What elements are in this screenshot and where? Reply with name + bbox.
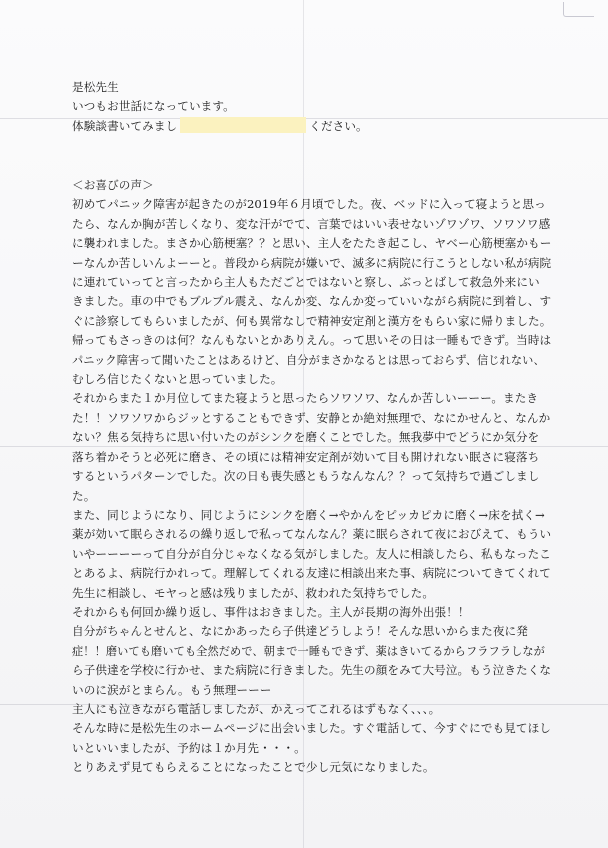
letter-body (72, 176, 552, 778)
body-line: とあるよ、病院行かれって。理解してくれる友達に相談出来た事、病院についてきてくれて (72, 566, 551, 581)
body-line: 先生に相談し、モヤっと感は残りましたが、救われた気持ちでした。 (72, 585, 435, 600)
body-line: むしろ信じたくないと思っていました。 (72, 372, 283, 387)
body-line: 薬が効いて眠らされるの繰り返しで私ってなんなん？薬に眠らされて夜におびえて、もうい (72, 527, 552, 542)
body-line: に襲われました。まさか心筋梗塞？？と思い、主人をたたき起こし、ヤベー心筋梗塞かもー (72, 236, 552, 251)
body-line: いやーーーーって自分が自分じゃなくなる気がしました。友人に相談したら、私もなったこ (72, 546, 551, 561)
request-text: 体験談書いてみまし (72, 118, 178, 133)
body-line: た！！ソワソワからジッとすることもできず、安静とか絶対無理で、なにかせんと、なんか (72, 410, 551, 425)
body-line: それからも何回か繰り返し、事件はおきました。主人が長期の海外出張！！ (72, 604, 470, 619)
request-text-end: ください。 (309, 118, 368, 133)
body-line: 主人にも泣きながら電話しましたが、かえってこれるはずもなく、、、。 (72, 701, 441, 716)
body-line: 自分がちゃんとせんと、なにかあったら子供達どうしよう！そんな思いからまた夜に発 (72, 624, 528, 639)
body-line: とりあえず見てもらえることになったことで少し元気になりました。 (72, 760, 435, 775)
body-line: ら子供達を学校に行かせ、また病院に行きました。先生の顔をみて大号泣。もう泣きたくな (72, 663, 552, 678)
body-paragraphs (72, 195, 552, 777)
body-line: そんな時に是松先生のホームページに出会いました。すぐ電話して、今すぐにでも見てほし (72, 721, 551, 736)
body-line: たら、なんか胸が苦しくなり、変な汗がでて、言葉ではいい表せないゾワゾワ、ソワソワ感 (72, 216, 551, 231)
section-title: ＜お喜びの声＞ (72, 178, 154, 192)
corner-mark (563, 2, 594, 17)
body-line: また、同じようになり、同じようにシンクを磨く→やかんをピッカピカに磨く→床を拭く→ (72, 507, 545, 522)
body-line: ーなんか苦しいんよーーと。普段から病院が嫌いで、滅多に病院に行こうとしない私が病院 (72, 255, 552, 270)
body-line: いのに涙がとまらん。もう無理ーーー (72, 682, 272, 697)
request-line (72, 117, 552, 136)
greeting: いつもお世話になっています。 (72, 99, 235, 114)
body-line: 初めてパニック障害が起きたのが2019年６月頃でした。夜、ベッドに入って寝ようと思っ (72, 197, 546, 212)
body-line: パニック障害って聞いたことはあるけど、自分がまさかなるとは思っておらず、信じれない、 (72, 353, 545, 367)
body-line: 落ち着かそうと必死に磨き、その頃には精神安定剤が効いて目も開けれない眠さに寝落ち (72, 449, 540, 464)
body-line: 帰ってもさっきのは何？なんもないとかありえん。って思いその日は一睡もできず。当時は (72, 333, 552, 348)
body-line: するというパターンでした。次の日も喪失感ともうなんなん？？って気持ちで過ごしまし (72, 469, 540, 484)
body-line: それからまた１か月位してまた寝ようと思ったらソワソワ、なんか苦しいーーー。またき (72, 391, 539, 406)
body-line: た。 (72, 488, 96, 503)
body-line: に連れていってと言ったから主人もただごとではないと察し、ぶっとばして救急外来にい (72, 275, 540, 290)
addressee: 是松先生 (72, 80, 119, 94)
redaction-highlight (180, 117, 306, 133)
body-line: ぐに診察してもらいましたが、何も異常なしで精神安定剤と漢方をもらい家に帰りました。 (72, 313, 552, 328)
body-line: いといいましたが、予約は１か月先・・・。 (72, 740, 306, 755)
body-line: ない？焦る気持ちに思い付いたのがシンクを磨くことでした。無我夢中でどうにか気分を (72, 430, 540, 445)
body-line: きました。車の中でもブルブル震え、なんか変、なんか変っていいながら病院に到着し、す (72, 294, 552, 309)
letter-header (72, 78, 552, 136)
body-line: 症！！磨いても磨いても全然だめで、朝まで一睡もできず、薬はきいてるからフラフラしなが (72, 644, 545, 658)
